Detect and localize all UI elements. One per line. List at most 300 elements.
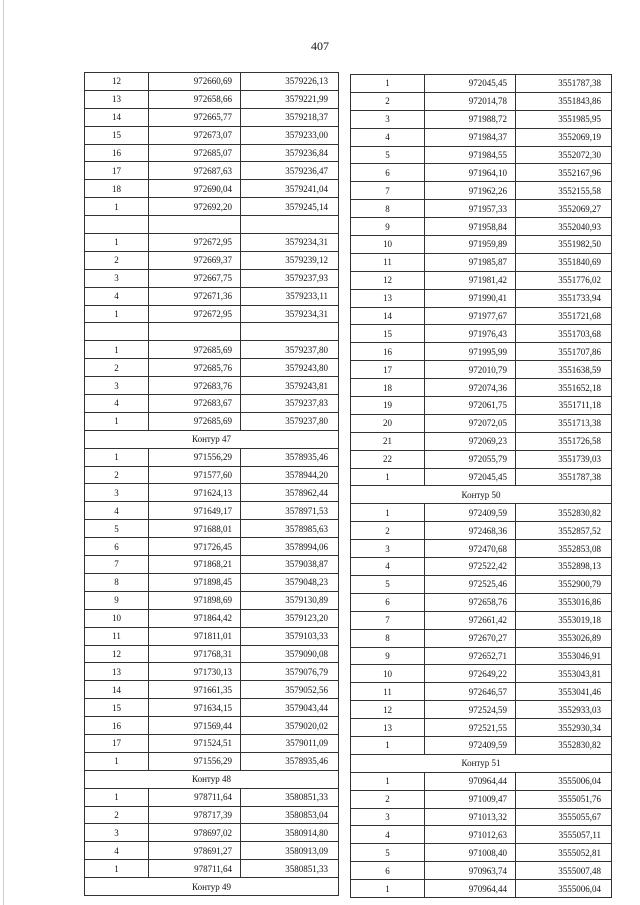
y-coordinate: 3552072,30 (516, 146, 612, 164)
point-number: 1 (85, 448, 149, 466)
coordinate-row (351, 414, 612, 432)
x-coordinate: 972683,76 (149, 377, 241, 395)
point-number: 1 (351, 772, 425, 790)
point-number: 14 (85, 681, 149, 699)
x-coordinate: 972061,75 (425, 397, 516, 415)
point-number: 16 (351, 343, 425, 361)
point-number: 1 (351, 736, 425, 754)
x-coordinate (149, 216, 241, 234)
coordinate-row (351, 790, 612, 808)
point-number: 11 (351, 683, 425, 701)
y-coordinate: 3555057,11 (516, 826, 612, 844)
coordinate-row (351, 289, 612, 307)
coordinate-row (351, 325, 612, 343)
coordinate-row (85, 448, 339, 466)
point-number: 7 (351, 611, 425, 629)
coordinate-row (85, 90, 339, 108)
x-coordinate: 972660,69 (149, 73, 241, 91)
y-coordinate: 3552853,08 (516, 540, 612, 558)
coordinate-row (351, 379, 612, 397)
x-coordinate: 972658,66 (149, 90, 241, 108)
y-coordinate: 3579226,13 (241, 73, 339, 91)
point-number: 16 (85, 717, 149, 735)
point-number: 1 (85, 234, 149, 252)
coordinate-row (351, 75, 612, 93)
x-coordinate: 972685,07 (149, 144, 241, 162)
y-coordinate: 3579237,80 (241, 341, 339, 359)
coordinate-row (85, 663, 339, 681)
point-number: 3 (85, 824, 149, 842)
point-number: 1 (85, 341, 149, 359)
y-coordinate: 3555055,67 (516, 808, 612, 826)
y-coordinate (241, 323, 339, 341)
coordinate-row (85, 717, 339, 735)
y-coordinate: 3551711,18 (516, 397, 612, 415)
y-coordinate: 3551733,94 (516, 289, 612, 307)
x-coordinate: 972670,27 (425, 629, 516, 647)
point-number: 12 (351, 701, 425, 719)
point-number: 11 (351, 253, 425, 271)
point-number: 10 (85, 609, 149, 627)
x-coordinate: 978711,64 (149, 860, 241, 878)
x-coordinate: 972661,42 (425, 611, 516, 629)
y-coordinate: 3552900,79 (516, 575, 612, 593)
x-coordinate: 971964,10 (425, 164, 516, 182)
contour-label: Контур 51 (351, 754, 612, 772)
x-coordinate: 971811,01 (149, 627, 241, 645)
coordinate-row (351, 808, 612, 826)
point-number: 9 (351, 218, 425, 236)
coordinate-row (351, 611, 612, 629)
y-coordinate: 3551985,95 (516, 110, 612, 128)
point-number: 15 (351, 325, 425, 343)
contour-header-row (85, 878, 339, 896)
x-coordinate: 972685,69 (149, 341, 241, 359)
coordinate-row (85, 860, 339, 878)
coordinate-row (351, 468, 612, 486)
y-coordinate: 3552069,19 (516, 128, 612, 146)
y-coordinate: 3555052,81 (516, 844, 612, 862)
right-table-body (351, 75, 612, 898)
point-number: 15 (85, 126, 149, 144)
y-coordinate: 3552040,93 (516, 218, 612, 236)
point-number: 18 (85, 180, 149, 198)
coordinate-row (85, 502, 339, 520)
coordinate-row (351, 432, 612, 450)
point-number: 2 (85, 806, 149, 824)
point-number: 6 (85, 538, 149, 556)
point-number: 17 (85, 734, 149, 752)
point-number: 7 (351, 182, 425, 200)
point-number: 10 (351, 665, 425, 683)
coordinate-row (85, 126, 339, 144)
y-coordinate: 3553046,91 (516, 647, 612, 665)
left-table-body (85, 73, 339, 896)
point-number: 21 (351, 432, 425, 450)
point-number: 8 (351, 629, 425, 647)
x-coordinate: 971995,99 (425, 343, 516, 361)
x-coordinate: 971976,43 (425, 325, 516, 343)
coordinate-row (85, 466, 339, 484)
coordinate-row (351, 629, 612, 647)
coordinate-row (351, 719, 612, 737)
y-coordinate: 3578935,46 (241, 448, 339, 466)
y-coordinate: 3579130,89 (241, 591, 339, 609)
x-coordinate: 972045,45 (425, 75, 516, 93)
x-coordinate: 971981,42 (425, 271, 516, 289)
x-coordinate: 972468,36 (425, 522, 516, 540)
coordinate-row (351, 397, 612, 415)
x-coordinate: 971634,15 (149, 699, 241, 717)
point-number: 3 (85, 484, 149, 502)
coordinate-row (351, 343, 612, 361)
coordinate-row (85, 341, 339, 359)
coordinate-row (85, 842, 339, 860)
x-coordinate: 972665,77 (149, 108, 241, 126)
y-coordinate: 3552830,82 (516, 504, 612, 522)
coordinate-row (85, 234, 339, 252)
y-coordinate: 3553041,46 (516, 683, 612, 701)
contour-header-row (85, 430, 339, 448)
x-coordinate: 972685,69 (149, 412, 241, 430)
y-coordinate: 3579011,09 (241, 734, 339, 752)
coordinate-row (85, 627, 339, 645)
contour-label: Контур 47 (85, 430, 339, 448)
x-coordinate: 971977,67 (425, 307, 516, 325)
x-coordinate: 971569,44 (149, 717, 241, 735)
y-coordinate: 3578944,20 (241, 466, 339, 484)
coordinate-row (85, 359, 339, 377)
coordinate-row (85, 144, 339, 162)
y-coordinate: 3552830,82 (516, 736, 612, 754)
y-coordinate: 3579038,87 (241, 556, 339, 574)
x-coordinate: 971957,33 (425, 200, 516, 218)
y-coordinate: 3579123,20 (241, 609, 339, 627)
x-coordinate: 972673,07 (149, 126, 241, 144)
coordinate-row (85, 198, 339, 216)
y-coordinate: 3579233,11 (241, 287, 339, 305)
y-coordinate: 3551840,69 (516, 253, 612, 271)
y-coordinate: 3578935,46 (241, 752, 339, 770)
x-coordinate: 971661,35 (149, 681, 241, 699)
coordinate-row (85, 287, 339, 305)
point-number: 1 (351, 468, 425, 486)
point-number: 13 (351, 719, 425, 737)
y-coordinate: 3551776,02 (516, 271, 612, 289)
point-number: 7 (85, 556, 149, 574)
coordinate-row (351, 772, 612, 790)
point-number: 4 (85, 842, 149, 860)
y-coordinate: 3579245,14 (241, 198, 339, 216)
y-coordinate: 3551982,50 (516, 236, 612, 254)
point-number: 12 (85, 645, 149, 663)
x-coordinate: 972683,67 (149, 395, 241, 413)
coordinate-row (85, 108, 339, 126)
point-number: 8 (85, 573, 149, 591)
y-coordinate: 3551739,03 (516, 450, 612, 468)
x-coordinate: 971577,60 (149, 466, 241, 484)
x-coordinate: 972045,45 (425, 468, 516, 486)
coordinate-row (85, 752, 339, 770)
contour-label: Контур 49 (85, 878, 339, 896)
right-coordinates-table (350, 74, 612, 898)
x-coordinate: 972409,59 (425, 504, 516, 522)
coordinate-row (351, 826, 612, 844)
x-coordinate: 972687,63 (149, 162, 241, 180)
coordinate-row (85, 216, 339, 234)
y-coordinate: 3555006,04 (516, 772, 612, 790)
point-number: 9 (351, 647, 425, 665)
x-coordinate: 972014,78 (425, 92, 516, 110)
x-coordinate: 971730,13 (149, 663, 241, 681)
x-coordinate: 971958,84 (425, 218, 516, 236)
y-coordinate: 3580851,33 (241, 788, 339, 806)
point-number: 17 (351, 361, 425, 379)
x-coordinate: 972669,37 (149, 251, 241, 269)
y-coordinate: 3551713,38 (516, 414, 612, 432)
point-number: 1 (351, 75, 425, 93)
scan-edge-line (3, 0, 4, 905)
y-coordinate: 3552167,96 (516, 164, 612, 182)
x-coordinate: 972010,79 (425, 361, 516, 379)
y-coordinate: 3578994,06 (241, 538, 339, 556)
y-coordinate: 3578985,63 (241, 520, 339, 538)
point-number: 13 (351, 289, 425, 307)
y-coordinate: 3578971,53 (241, 502, 339, 520)
y-coordinate: 3552857,52 (516, 522, 612, 540)
coordinate-row (351, 200, 612, 218)
y-coordinate: 3578962,44 (241, 484, 339, 502)
point-number: 2 (351, 522, 425, 540)
coordinate-row (351, 540, 612, 558)
y-coordinate: 3552155,58 (516, 182, 612, 200)
point-number: 1 (85, 860, 149, 878)
coordinate-row (85, 484, 339, 502)
x-coordinate: 972667,75 (149, 269, 241, 287)
y-coordinate: 3579241,04 (241, 180, 339, 198)
x-coordinate: 971624,13 (149, 484, 241, 502)
point-number: 1 (351, 504, 425, 522)
coordinate-row (85, 591, 339, 609)
point-number: 6 (351, 593, 425, 611)
coordinate-row (351, 522, 612, 540)
x-coordinate: 972072,05 (425, 414, 516, 432)
y-coordinate: 3579237,83 (241, 395, 339, 413)
page-number: 407 (311, 39, 329, 53)
point-number: 10 (351, 236, 425, 254)
coordinate-row (85, 609, 339, 627)
y-coordinate: 3551703,68 (516, 325, 612, 343)
x-coordinate: 972521,55 (425, 719, 516, 737)
point-number: 11 (85, 627, 149, 645)
y-coordinate: 3552933,03 (516, 701, 612, 719)
y-coordinate: 3553026,89 (516, 629, 612, 647)
x-coordinate: 971556,29 (149, 752, 241, 770)
coordinate-row (85, 734, 339, 752)
coordinate-row (351, 862, 612, 880)
x-coordinate: 971013,32 (425, 808, 516, 826)
point-number: 3 (351, 110, 425, 128)
x-coordinate: 971009,47 (425, 790, 516, 808)
y-coordinate: 3579218,37 (241, 108, 339, 126)
x-coordinate: 971984,55 (425, 146, 516, 164)
x-coordinate: 971008,40 (425, 844, 516, 862)
y-coordinate: 3551652,18 (516, 379, 612, 397)
point-number (85, 323, 149, 341)
y-coordinate: 3551787,38 (516, 75, 612, 93)
coordinate-row (85, 556, 339, 574)
x-coordinate: 971985,87 (425, 253, 516, 271)
x-coordinate: 971012,63 (425, 826, 516, 844)
contour-header-row (351, 754, 612, 772)
coordinate-row (85, 824, 339, 842)
point-number: 2 (85, 466, 149, 484)
point-number: 15 (85, 699, 149, 717)
y-coordinate: 3552898,13 (516, 558, 612, 576)
x-coordinate: 970963,74 (425, 862, 516, 880)
point-number: 12 (351, 271, 425, 289)
y-coordinate: 3579103,33 (241, 627, 339, 645)
x-coordinate: 971988,72 (425, 110, 516, 128)
x-coordinate: 972470,68 (425, 540, 516, 558)
x-coordinate: 971898,69 (149, 591, 241, 609)
y-coordinate: 3579243,80 (241, 359, 339, 377)
x-coordinate: 971556,29 (149, 448, 241, 466)
y-coordinate: 3579233,00 (241, 126, 339, 144)
y-coordinate: 3553043,81 (516, 665, 612, 683)
x-coordinate: 978711,64 (149, 788, 241, 806)
x-coordinate: 971864,42 (149, 609, 241, 627)
coordinate-row (351, 110, 612, 128)
y-coordinate: 3551721,68 (516, 307, 612, 325)
contour-label: Контур 50 (351, 486, 612, 504)
coordinate-row (351, 647, 612, 665)
y-coordinate: 3580851,33 (241, 860, 339, 878)
point-number: 14 (351, 307, 425, 325)
y-coordinate: 3579090,08 (241, 645, 339, 663)
y-coordinate: 3579236,84 (241, 144, 339, 162)
y-coordinate: 3551787,38 (516, 468, 612, 486)
x-coordinate: 971726,45 (149, 538, 241, 556)
coordinate-row (351, 575, 612, 593)
coordinate-row (351, 701, 612, 719)
y-coordinate: 3579243,81 (241, 377, 339, 395)
coordinate-row (351, 361, 612, 379)
point-number: 3 (85, 377, 149, 395)
point-number: 4 (351, 128, 425, 146)
coordinate-row (85, 377, 339, 395)
point-number: 2 (351, 92, 425, 110)
coordinate-row (351, 880, 612, 898)
y-coordinate: 3579076,79 (241, 663, 339, 681)
y-coordinate: 3580853,04 (241, 806, 339, 824)
x-coordinate: 972525,46 (425, 575, 516, 593)
y-coordinate: 3579048,23 (241, 573, 339, 591)
point-number: 4 (85, 502, 149, 520)
x-coordinate: 970964,44 (425, 772, 516, 790)
point-number: 5 (85, 520, 149, 538)
coordinate-row (85, 73, 339, 91)
point-number: 1 (85, 198, 149, 216)
point-number: 9 (85, 591, 149, 609)
y-coordinate: 3555007,48 (516, 862, 612, 880)
x-coordinate: 972069,23 (425, 432, 516, 450)
coordinate-row (351, 665, 612, 683)
y-coordinate: 3551843,86 (516, 92, 612, 110)
coordinate-row (85, 645, 339, 663)
coordinate-row (85, 269, 339, 287)
x-coordinate: 971962,26 (425, 182, 516, 200)
x-coordinate: 972524,59 (425, 701, 516, 719)
x-coordinate: 978717,39 (149, 806, 241, 824)
y-coordinate: 3555006,04 (516, 880, 612, 898)
x-coordinate: 971868,21 (149, 556, 241, 574)
x-coordinate: 972690,04 (149, 180, 241, 198)
point-number: 5 (351, 844, 425, 862)
coordinate-row (351, 736, 612, 754)
coordinate-row (351, 450, 612, 468)
point-number: 12 (85, 73, 149, 91)
point-number: 6 (351, 862, 425, 880)
x-coordinate: 972649,22 (425, 665, 516, 683)
coordinate-row (351, 271, 612, 289)
contour-label: Контур 48 (85, 770, 339, 788)
coordinate-row (85, 162, 339, 180)
x-coordinate: 972409,59 (425, 736, 516, 754)
y-coordinate: 3580914,80 (241, 824, 339, 842)
x-coordinate (149, 323, 241, 341)
x-coordinate: 971649,17 (149, 502, 241, 520)
coordinate-row (351, 236, 612, 254)
coordinate-row (351, 558, 612, 576)
point-number: 13 (85, 90, 149, 108)
x-coordinate: 971990,41 (425, 289, 516, 307)
y-coordinate (241, 216, 339, 234)
x-coordinate: 972652,71 (425, 647, 516, 665)
point-number: 4 (351, 826, 425, 844)
point-number: 4 (85, 287, 149, 305)
coordinate-row (351, 593, 612, 611)
left-coordinates-table (84, 72, 339, 896)
coordinate-row (351, 307, 612, 325)
y-coordinate: 3579234,31 (241, 234, 339, 252)
point-number: 8 (351, 200, 425, 218)
point-number: 2 (351, 790, 425, 808)
y-coordinate: 3580913,09 (241, 842, 339, 860)
coordinate-row (85, 180, 339, 198)
x-coordinate: 978691,27 (149, 842, 241, 860)
point-number: 2 (85, 251, 149, 269)
y-coordinate: 3551638,59 (516, 361, 612, 379)
contour-header-row (85, 770, 339, 788)
x-coordinate: 971688,01 (149, 520, 241, 538)
y-coordinate: 3579043,44 (241, 699, 339, 717)
x-coordinate: 971984,37 (425, 128, 516, 146)
coordinate-row (351, 253, 612, 271)
x-coordinate: 972646,57 (425, 683, 516, 701)
coordinate-row (351, 164, 612, 182)
x-coordinate: 972672,95 (149, 305, 241, 323)
coordinate-row (85, 520, 339, 538)
point-number: 18 (351, 379, 425, 397)
x-coordinate: 972055,79 (425, 450, 516, 468)
y-coordinate: 3553016,86 (516, 593, 612, 611)
coordinate-row (351, 683, 612, 701)
x-coordinate: 978697,02 (149, 824, 241, 842)
y-coordinate: 3579052,56 (241, 681, 339, 699)
coordinate-row (85, 305, 339, 323)
point-number: 17 (85, 162, 149, 180)
